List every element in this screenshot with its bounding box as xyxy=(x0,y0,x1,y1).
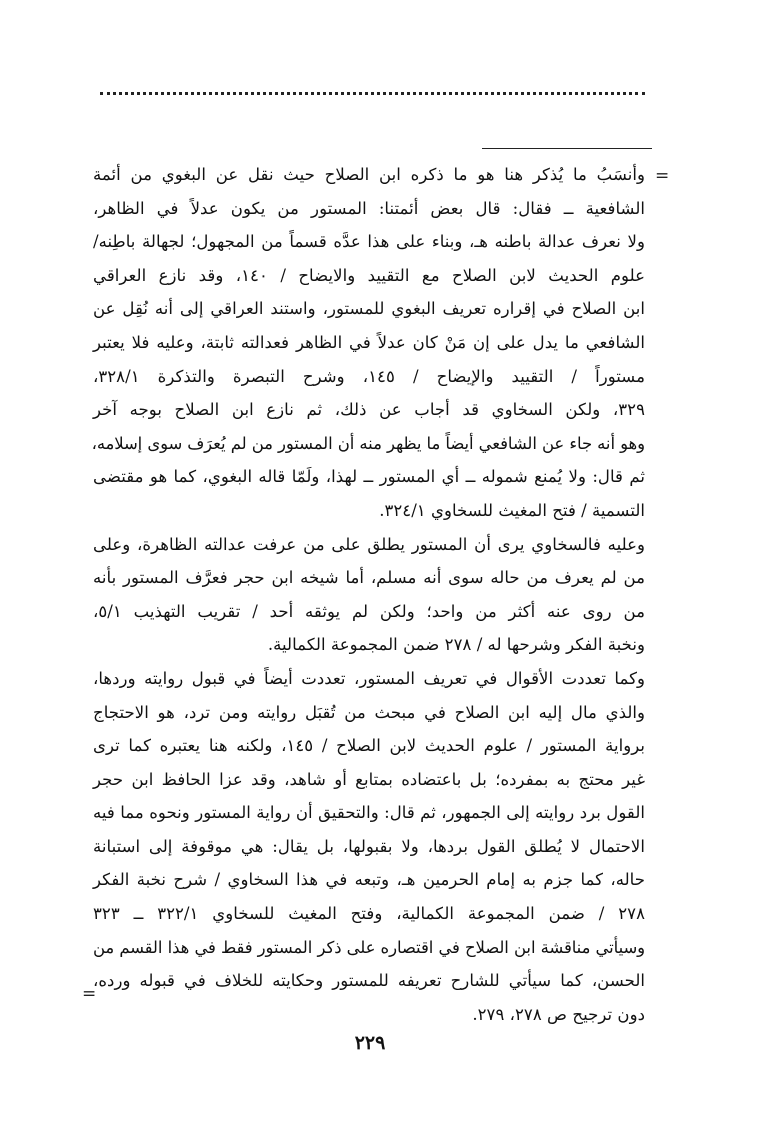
text-line: من روى عنه أكثر من واحد؛ ولكن لم يوثقه أحد / تقريب التهذيب ٥/١، xyxy=(93,601,645,621)
text-line: ٢٧٨ / ضمن المجموعة الكمالية، وفتح المغيث للسخاوي ٣٢٢/١ ــ ٣٢٣ xyxy=(93,904,645,924)
text-line: الاحتمال لا يُطلق القول بردها، ولا بقبولها، بل يقال: هي موقوفة إلى استبانة xyxy=(93,836,645,856)
text-line: الشافعية ــ فقال: قال بعض أئمتنا: المستور من يكون عدلاً في الظاهر، xyxy=(93,198,645,218)
text-line: من لم يعرف من حاله سوى أنه مسلم، أما شيخه ابن حجر فعرَّف المستور بأنه xyxy=(93,568,645,588)
text-line: ثم قال: ولا يُمنع شموله ــ أي المستور ــ لهذا، ولَمّا قاله البغوي، كما هو مقتضى xyxy=(93,467,645,487)
dotted-separator xyxy=(100,92,645,95)
text-line: القول برد روايته إلى الجمهور، ثم قال: والتحقيق أن رواية المستور ونحوه مما فيه xyxy=(93,803,645,823)
text-line: وهو أنه جاء عن الشافعي أيضاً ما يظهر منه أن المستور من لم يُعرَف سوى إسلامه، xyxy=(91,433,645,453)
footnote-text xyxy=(93,158,645,1031)
text-line: ابن الصلاح في إقراره تعريف البغوي للمستور، واستند العراقي إلى أنه نُقِل عن xyxy=(93,299,645,319)
text-line: علوم الحديث لابن الصلاح مع التقييد والايضاح / ١٤٠، وقد نازع العراقي xyxy=(93,265,645,285)
footnote-rule xyxy=(482,148,652,149)
continuation-mark-bottom: = xyxy=(82,984,97,1004)
text-line: والذي مال إليه ابن الصلاح في مبحث من تُقبَل روايته ومن ترد، هو الاحتجاج xyxy=(93,702,645,722)
text-line: غير محتج به بمفرده؛ بل باعتضاده بمتابع أو شاهد، وقد عزا الحافظ ابن حجر xyxy=(93,769,645,789)
continuation-mark-top: = xyxy=(655,166,670,186)
text-line: ولا نعرف عدالة باطنه هـ، وبناء على هذا عدَّه قسماً من المجهول؛ لجهالة باطِنه/ xyxy=(93,232,645,252)
text-line: برواية المستور / علوم الحديث لابن الصلاح / ١٤٥، ولكنه هنا يعتبره كما ترى xyxy=(93,736,645,756)
text-line: الشافعي ما يدل على إن مَنْ كان عدلاً في الظاهر فعدالته ثابتة، وعليه فلا يعتبر xyxy=(93,332,645,352)
text-line: وعليه فالسخاوي يرى أن المستور يطلق على من عرفت عدالته الظاهرة، وعلى xyxy=(93,534,645,554)
text-line: وأنسَبُ ما يُذكر هنا هو ما ذكره ابن الصلاح حيث نقل عن البغوي من أئمة xyxy=(93,165,645,184)
text-line: مستوراً / التقييد والإيضاح / ١٤٥، وشرح التبصرة والتذكرة ٣٢٨/١، xyxy=(93,366,645,386)
text-line: ونخبة الفكر وشرحها له / ٢٧٨ ضمن المجموعة الكمالية. xyxy=(267,635,645,655)
page-number: ٢٢٩ xyxy=(354,1032,386,1054)
text-line: وسيأتي مناقشة ابن الصلاح في اقتصاره على ذكر المستور فقط في هذا القسم من xyxy=(93,937,645,957)
text-line: الحسن، كما سيأتي للشارح تعريفه للمستور وحكايته للخلاف في قبوله ورده، xyxy=(93,971,645,991)
text-line: دون ترجيح ص ٢٧٨، ٢٧٩. xyxy=(472,1004,645,1024)
text-line: حاله، كما جزم به إمام الحرمين هـ، وتبعه في هذا السخاوي / شرح نخبة الفكر xyxy=(93,870,645,890)
text-line: وكما تعددت الأقوال في تعريف المستور، تعددت أيضاً في قبول روايته وردها، xyxy=(93,668,645,688)
text-line: ٣٢٩، ولكن السخاوي قد أجاب عن ذلك، ثم نازع ابن الصلاح بوجه آخر xyxy=(93,400,645,420)
text-line: التسمية / فتح المغيث للسخاوي ٣٢٤/١. xyxy=(379,500,645,520)
